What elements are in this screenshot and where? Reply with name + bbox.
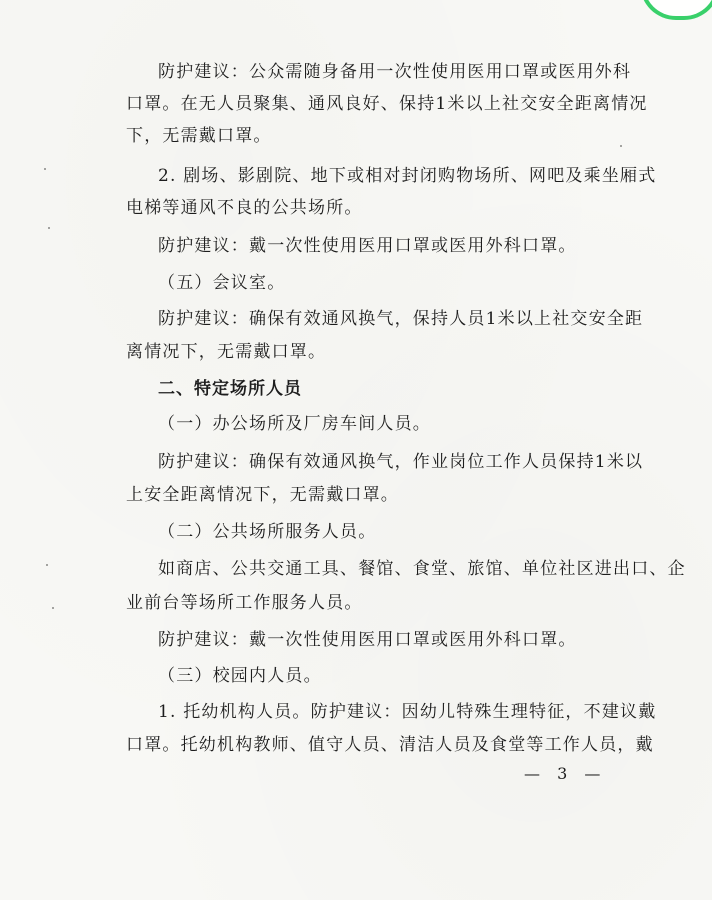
text-line-9: 离情况下，无需戴口罩。 [126,342,327,362]
scan-speck [46,564,48,566]
text-line-20: 口罩。托幼机构教师、值守人员、清洁人员及食堂等工作人员，戴 [126,735,654,755]
text-line-11: （一）办公场所及厂房车间人员。 [158,414,431,434]
text-line-6: 防护建议：戴一次性使用医用口罩或医用外科口罩。 [158,236,577,256]
scan-speck [52,607,54,609]
text-line-8: 防护建议：确保有效通风换气，保持人员1米以上社交安全距 [158,309,644,329]
text-line-4: 2. 剧场、影剧院、地下或相对封闭购物场所、网吧及乘坐厢式 [158,166,657,186]
text-line-12: 防护建议：确保有效通风换气，作业岗位工作人员保持1米以 [158,452,644,472]
text-line-5: 电梯等通风不良的公共场所。 [126,198,363,218]
text-line-17: 防护建议：戴一次性使用医用口罩或医用外科口罩。 [158,630,577,650]
scan-speck [44,168,46,170]
scan-speck [48,227,50,229]
text-line-18: （三）校园内人员。 [158,666,322,686]
text-line-3: 下，无需戴口罩。 [126,126,272,146]
text-line-1: 防护建议：公众需随身备用一次性使用医用口罩或医用外科 [158,62,632,82]
text-line-2: 口罩。在无人员聚集、通风良好、保持1米以上社交安全距离情况 [126,94,648,114]
text-line-14: （二）公共场所服务人员。 [158,522,377,542]
text-line-7: （五）会议室。 [158,273,286,293]
text-line-16: 业前台等场所工作服务人员。 [126,593,363,613]
text-line-13: 上安全距离情况下，无需戴口罩。 [126,485,399,505]
text-line-15: 如商店、公共交通工具、餐馆、食堂、旅馆、单位社区进出口、企 [158,559,686,579]
page-number: — 3 — [524,764,607,783]
scan-speck [620,145,622,147]
corner-badge-icon [640,0,712,20]
section-heading-specific-place-staff: 二、特定场所人员 [158,379,302,399]
text-line-19: 1. 托幼机构人员。防护建议：因幼儿特殊生理特征，不建议戴 [158,702,657,722]
